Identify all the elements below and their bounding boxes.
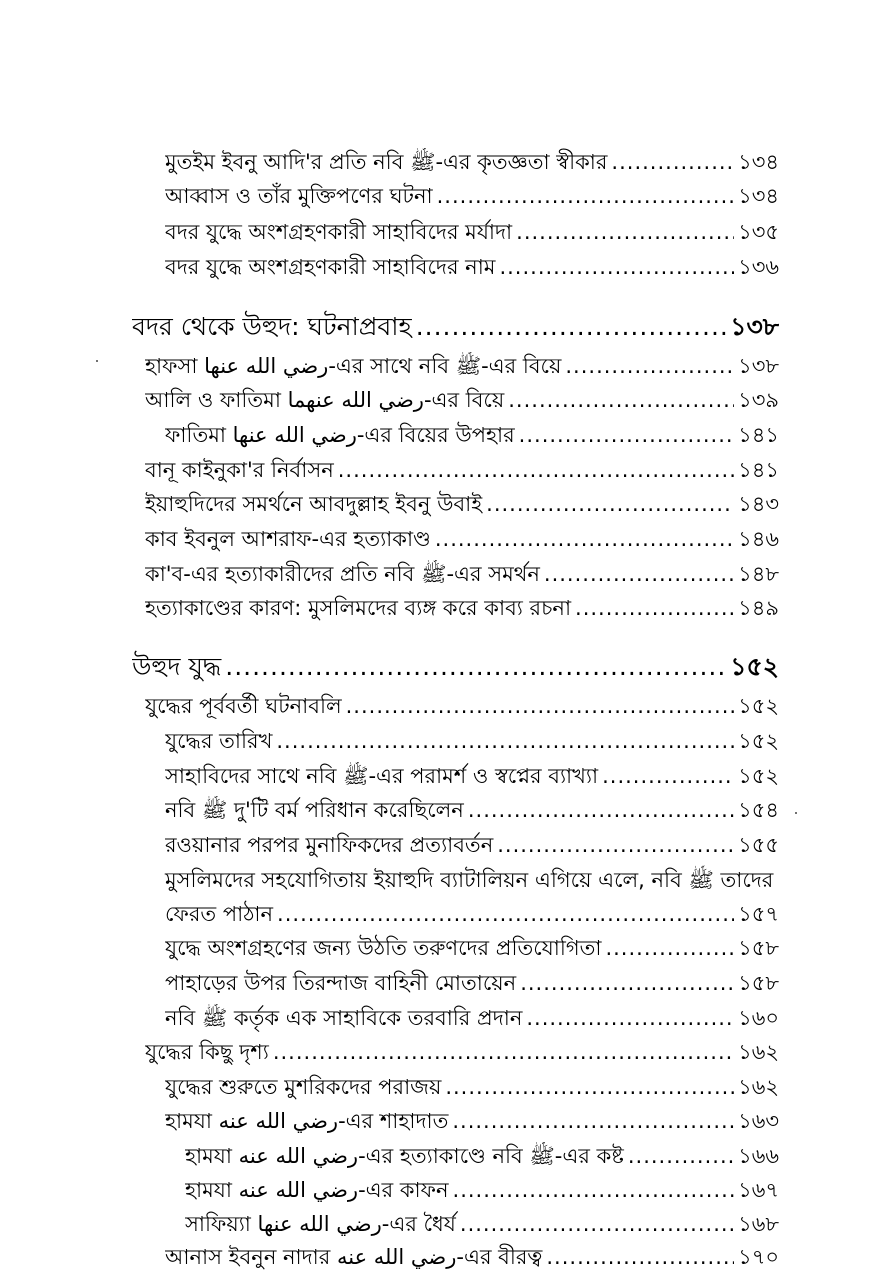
toc-leader-dots (225, 650, 726, 684)
toc-leader-dots (605, 934, 734, 962)
toc-entry-title: সাহাবিদের সাথে নবি ﷺ-এর পরামর্শ ও স্বপ্নের ব্যাখ্যা (165, 764, 599, 788)
toc-page-number: ১৫৮ (738, 936, 779, 960)
toc-leader-dots (497, 831, 734, 859)
toc-entry-title: হাফসা رضي الله عنها-এর সাথে নবি ﷺ-এর বিয়ে (145, 354, 562, 378)
toc-leader-dots (575, 594, 734, 622)
toc-entry (165, 182, 779, 210)
toc-leader-dots (346, 692, 734, 720)
toc-leader-dots (453, 1176, 735, 1204)
toc-page-number: ১৪৯ (738, 596, 779, 620)
toc-page-number: ১৩৪ (738, 184, 779, 208)
toc-entry (165, 900, 779, 928)
toc-section-heading (132, 310, 779, 344)
toc-entry-title: নবি ﷺ দু'টি বর্ম পরিধান করেছিলেন (165, 798, 464, 822)
toc-page-number: ১৫৪ (738, 798, 779, 822)
toc-entry-title: মুতইম ইবনু আদি'র প্রতি নবি ﷺ-এর কৃতজ্ঞতা স্বীকার (165, 150, 608, 174)
toc-leader-dots (565, 352, 734, 380)
toc-entry-title: যুদ্ধে অংশগ্রহণের জন্য উঠতি তরুণদের প্রতিযোগিতা (165, 936, 602, 960)
toc-section-heading (132, 650, 779, 684)
toc-leader-dots (460, 1210, 734, 1238)
toc-leader-dots (445, 1073, 734, 1101)
toc-entry-title: কাব ইবনুল আশরাফ-এর হত্যাকাণ্ড (145, 527, 431, 551)
toc-entry-title: হামযা رضي الله عنه-এর হত্যাকাণ্ডে নবি ﷺ-এর কষ্ট (185, 1144, 624, 1168)
toc-entry-title: বদর যুদ্ধে অংশগ্রহণকারী সাহাবিদের মর্যাদা (165, 220, 513, 244)
toc-entry (185, 1210, 779, 1238)
toc-leader-dots (520, 969, 734, 997)
toc-leader-dots (486, 490, 734, 518)
toc-entry-title: রওয়ানার পরপর মুনাফিকদের প্রত্যাবর্তন (165, 833, 494, 857)
toc-page-number: ১৩৪ (738, 150, 779, 174)
toc-entry-title: যুদ্ধের শুরুতে মুশরিকদের পরাজয় (165, 1075, 442, 1099)
toc-leader-dots (546, 1243, 734, 1271)
toc-entry (165, 969, 779, 997)
toc-entry-title: নবি ﷺ কর্তৃক এক সাহাবিকে তরবারি প্রদান (165, 1006, 523, 1030)
toc-entry (165, 727, 779, 755)
toc-page-number: ১৩৮ (738, 354, 779, 378)
toc-page-number: ১৫৫ (738, 833, 779, 857)
toc-entry (145, 692, 779, 720)
toc-page-number: ১৬৩ (738, 1109, 779, 1133)
toc-page-number: ১৬৭ (738, 1178, 779, 1202)
toc-page-number: ১৭০ (738, 1245, 779, 1269)
toc-entry (185, 1176, 779, 1204)
toc-page-number: ১৩৫ (738, 220, 779, 244)
toc-entry-title: আনাস ইবনুন নাদার رضي الله عنه-এর বীরত্ব (165, 1245, 543, 1269)
toc-leader-dots (519, 421, 734, 449)
toc-entry-title: যুদ্ধের তারিখ (165, 729, 273, 753)
toc-page-number: ১৪৬ (738, 527, 779, 551)
toc-leader-dots (611, 148, 734, 176)
toc-entry-title: সাফিয়্যা رضي الله عنها-এর ধৈর্য (185, 1212, 456, 1236)
toc-page-number: ১৫৭ (738, 902, 779, 926)
toc-entry (145, 594, 779, 622)
toc-entry (165, 1107, 779, 1135)
toc-section-title: উহুদ যুদ্ধ (132, 652, 222, 681)
toc-leader-dots (602, 762, 734, 790)
toc-entry (165, 148, 779, 176)
toc-entry-title: ফাতিমা رضي الله عنها-এর বিয়ের উপহার (165, 423, 515, 447)
scan-speck (795, 812, 797, 814)
toc-entry (165, 934, 779, 962)
toc-leader-dots (544, 560, 734, 588)
toc-entry-title: কা'ব-এর হত্যাকারীদের প্রতি নবি ﷺ-এর সমর্থন (145, 562, 540, 586)
toc-leader-dots (516, 218, 734, 246)
toc-leader-dots (628, 1142, 734, 1170)
toc-leader-dots (437, 182, 734, 210)
toc-entry (185, 1142, 779, 1170)
toc-entry (145, 456, 779, 484)
toc-leader-dots (452, 1107, 734, 1135)
toc-leader-dots (468, 796, 734, 824)
toc-entry-title: হামযা رضي الله عنه-এর শাহাদাত (165, 1109, 449, 1133)
toc-leader-dots (416, 310, 727, 344)
toc-page-number: ১৩৯ (738, 388, 779, 412)
toc-page-number: ১৪৮ (738, 562, 779, 586)
toc-leader-dots (435, 525, 734, 553)
toc-page-number: ১৬৬ (738, 1144, 779, 1168)
toc-page-number: ১৬২ (738, 1075, 779, 1099)
toc-page-number: ১৫২ (730, 652, 779, 681)
toc-entry (165, 1243, 779, 1271)
toc-leader-dots (277, 900, 734, 928)
toc-leader-dots (276, 727, 734, 755)
toc-section-title: বদর থেকে উহুদ: ঘটনাপ্রবাহ (132, 312, 412, 341)
toc-page-number: ১৬০ (738, 1006, 779, 1030)
toc-page-number: ১৫২ (738, 764, 779, 788)
toc-leader-dots (508, 386, 734, 414)
toc-page-number: ১৬২ (738, 1040, 779, 1064)
toc-entry (145, 560, 779, 588)
toc-entry (165, 421, 779, 449)
toc-entry-title: হত্যাকাণ্ডের কারণ: মুসলিমদের ব্যঙ্গ করে কাব্য রচনা (145, 596, 572, 620)
toc-entry (145, 525, 779, 553)
toc-entry-title: আলি ও ফাতিমা رضي الله عنهما-এর বিয়ে (145, 388, 505, 412)
toc-leader-dots (273, 1038, 734, 1066)
toc-page-number: ১৩৬ (738, 255, 779, 279)
toc-entry-title: যুদ্ধের পূর্ববর্তী ঘটনাবলি (145, 694, 342, 718)
toc-leader-dots (526, 1004, 734, 1032)
toc-entry (165, 218, 779, 246)
toc-page-number: ১৩৮ (730, 312, 779, 341)
toc-entry (165, 762, 779, 790)
toc-leader-dots (499, 253, 734, 281)
toc-page-number: ১৪১ (738, 423, 779, 447)
toc-entry-title: বানূ কাইনুকা'র নির্বাসন (145, 458, 334, 482)
toc-entry-title: যুদ্ধের কিছু দৃশ্য (145, 1040, 269, 1064)
toc-leader-dots (338, 456, 734, 484)
toc-entry (165, 1004, 779, 1032)
toc-page-number: ১৫২ (738, 694, 779, 718)
toc-entry-title: আব্বাস ও তাঁর মুক্তিপণের ঘটনা (165, 184, 433, 208)
toc-entry (165, 253, 779, 281)
toc-entry-title-continuation: ফেরত পাঠান (165, 902, 274, 926)
toc-page-number: ১৬৮ (738, 1212, 779, 1236)
toc-entry (145, 352, 779, 380)
toc-entry (145, 490, 779, 518)
toc-entry-title: পাহাড়ের উপর তিরন্দাজ বাহিনী মোতায়েন (165, 971, 517, 995)
toc-page-number: ১৪৩ (738, 492, 779, 516)
toc-page-number: ১৪১ (738, 458, 779, 482)
toc-entry-title: ইয়াহুদিদের সমর্থনে আবদুল্লাহ ইবনু উবাই (145, 492, 483, 516)
toc-entry (145, 1038, 779, 1066)
toc-entry-title-line: মুসলিমদের সহযোগিতায় ইয়াহুদি ব্যাটালিয়ন এগিয়ে এলে, নবি ﷺ তাদের (165, 868, 774, 892)
toc-entry (165, 831, 779, 859)
scan-speck (96, 360, 98, 362)
toc-entry (165, 796, 779, 824)
toc-entry-title: হামযা رضي الله عنه-এর কাফন (185, 1178, 449, 1202)
toc-entry (165, 1073, 779, 1101)
toc-page-number: ১৫২ (738, 729, 779, 753)
toc-entry-title: বদর যুদ্ধে অংশগ্রহণকারী সাহাবিদের নাম (165, 255, 496, 279)
toc-entry (145, 386, 779, 414)
toc-page-number: ১৫৮ (738, 971, 779, 995)
